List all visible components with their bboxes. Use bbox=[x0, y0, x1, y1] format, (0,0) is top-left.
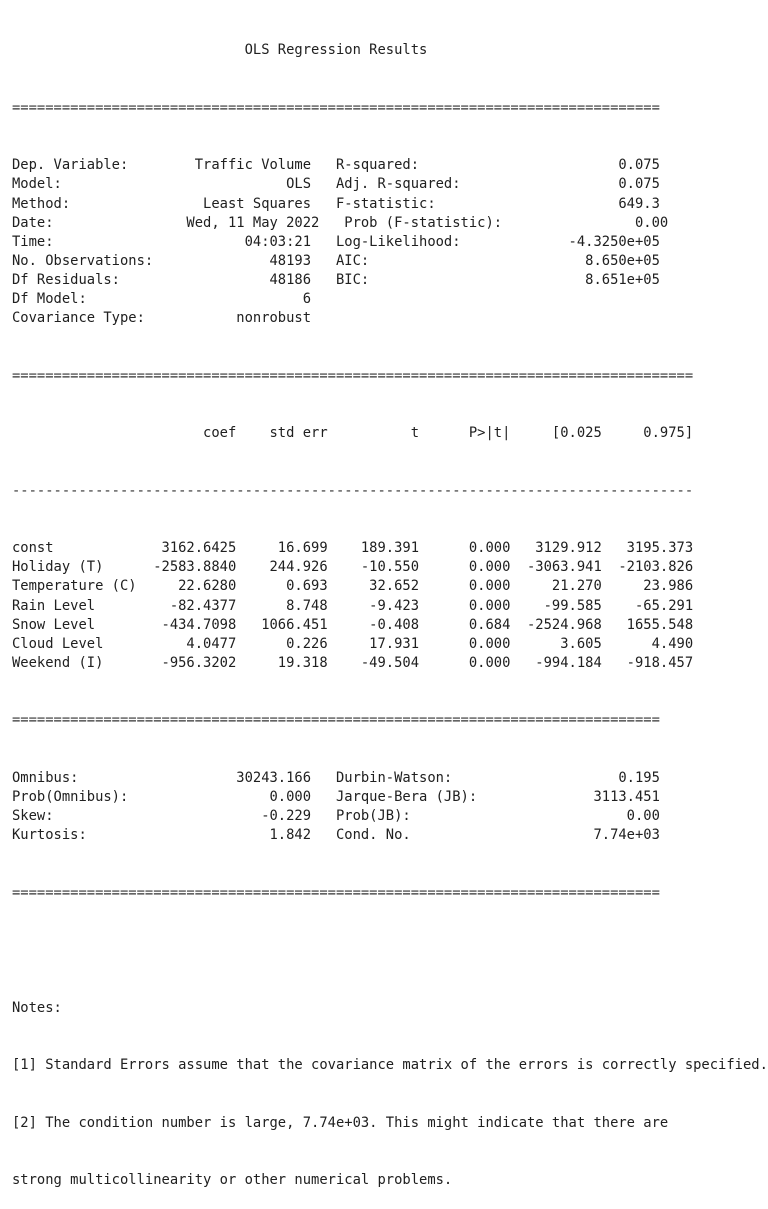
summary-row: Method: Least Squares F-statistic: 649.3 bbox=[12, 195, 660, 212]
coef-row: Snow Level -434.7098 1066.451 -0.408 0.684 -2524.968 1655.548 bbox=[12, 616, 694, 633]
coef-row: Rain Level -82.4377 8.748 -9.423 0.000 -99.585 -65.291 bbox=[12, 597, 694, 614]
coef-row: Holiday (T) -2583.8840 244.926 -10.550 0.000 -3063.941 -2103.826 bbox=[12, 559, 694, 576]
diagnostics-row: Prob(Omnibus): 0.000 Jarque-Bera (JB): 3113.451 bbox=[12, 789, 660, 806]
diagnostics-row: Kurtosis: 1.842 Cond. No. 7.74e+03 bbox=[12, 827, 660, 844]
report-title: OLS Regression Results bbox=[12, 42, 428, 59]
note-line-1: [1] Standard Errors assume that the covariance matrix of the errors is correctly specified. bbox=[12, 1057, 768, 1074]
coef-table-header: coef std err t P>|t| [0.025 0.975] bbox=[12, 425, 694, 442]
coef-row: const 3162.6425 16.699 189.391 0.000 3129.912 3195.373 bbox=[12, 540, 694, 557]
coef-row: Cloud Level 4.0477 0.226 17.931 0.000 3.605 4.490 bbox=[12, 635, 694, 652]
summary-row: Date: Wed, 11 May 2022 Prob (F-statistic): 0.00 bbox=[12, 214, 669, 231]
separator-double: ============================================================================== bbox=[12, 884, 660, 901]
separator-double: ============================================================================== bbox=[12, 712, 660, 729]
summary-row: No. Observations: 48193 AIC: 8.650e+05 bbox=[12, 252, 660, 269]
model-summary-block bbox=[12, 156, 754, 328]
separator-dash: ---------------------------------------------------------------------------------- bbox=[12, 482, 694, 499]
summary-row: Model: OLS Adj. R-squared: 0.075 bbox=[12, 176, 660, 193]
summary-row: Df Model: 6 bbox=[12, 291, 312, 308]
note-line-3: strong multicollinearity or other numerical problems. bbox=[12, 1172, 453, 1189]
blank-line bbox=[12, 941, 754, 960]
summary-row: Covariance Type: nonrobust bbox=[12, 310, 312, 327]
separator-double: ================================================================================== bbox=[12, 367, 694, 384]
diagnostics-block bbox=[12, 769, 754, 846]
coef-row: Temperature (C) 22.6280 0.693 32.652 0.000 21.270 23.986 bbox=[12, 578, 694, 595]
notes-heading: Notes: bbox=[12, 999, 62, 1016]
summary-row: Dep. Variable: Traffic Volume R-squared: 0.075 bbox=[12, 157, 660, 174]
coef-row: Weekend (I) -956.3202 19.318 -49.504 0.000 -994.184 -918.457 bbox=[12, 655, 694, 671]
summary-row: Time: 04:03:21 Log-Likelihood: -4.3250e+05 bbox=[12, 233, 660, 250]
diagnostics-row: Skew: -0.229 Prob(JB): 0.00 bbox=[12, 808, 660, 825]
coef-table-body bbox=[12, 539, 754, 673]
note-line-2: [2] The condition number is large, 7.74e+03. This might indicate that there are bbox=[12, 1114, 669, 1131]
diagnostics-row: Omnibus: 30243.166 Durbin-Watson: 0.195 bbox=[12, 769, 660, 786]
summary-row: Df Residuals: 48186 BIC: 8.651e+05 bbox=[12, 272, 660, 289]
separator-double: ============================================================================== bbox=[12, 99, 660, 116]
